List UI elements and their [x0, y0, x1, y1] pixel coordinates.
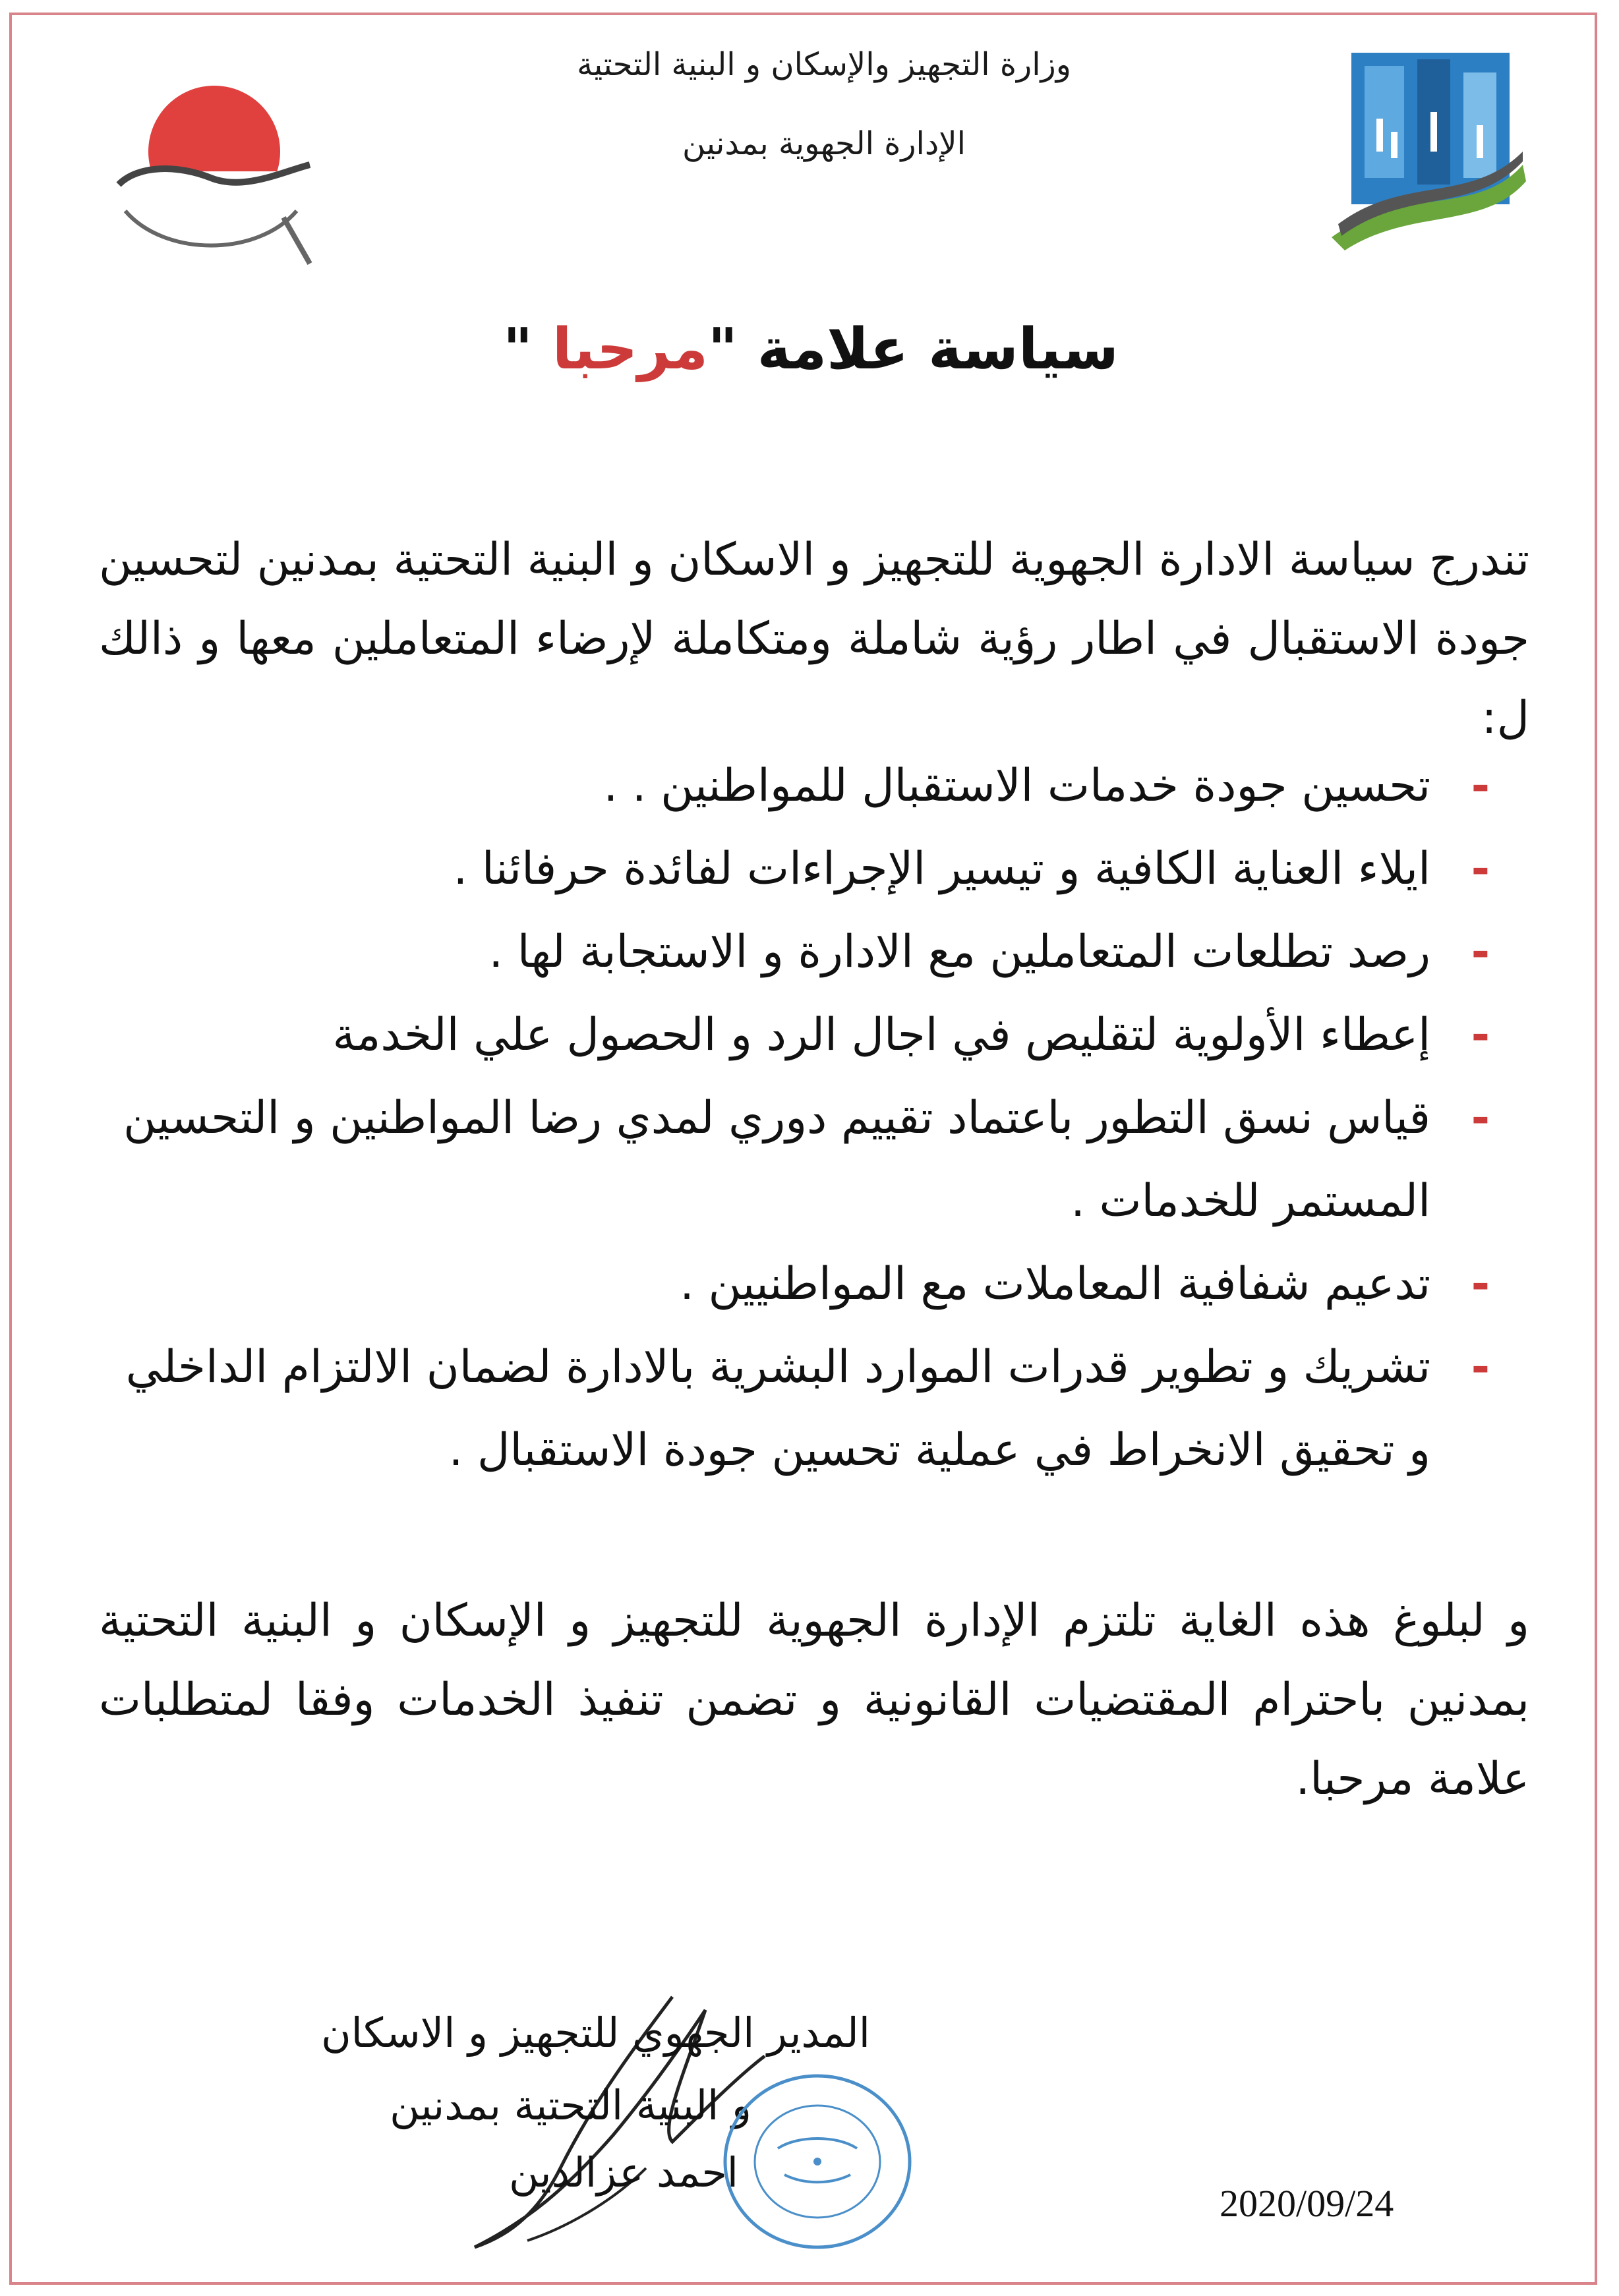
list-item-text: تشريك و تطوير قدرات الموارد البشرية بالادارة لضمان الالتزام الداخلي و تحقيق الانخراط في عملية تحسين جودة الاستقبال . [125, 1341, 1430, 1476]
bullet-dash: - [1471, 1009, 1490, 1061]
ministry-name: وزارة التجهيز والإسكان و البنية التحتية [577, 46, 1071, 83]
list-item-text: قياس نسق التطور باعتماد تقييم دوري لمدي رضا المواطنين و التحسين المستمر للخدمات . [123, 1092, 1430, 1227]
list-item-text: تحسين جودة خدمات الاستقبال للمواطنين . . [603, 760, 1430, 812]
list-item-text: ايلاء العناية الكافية و تيسير الإجراءات لفائدة حرفائنا . [453, 843, 1430, 895]
list-item [99, 911, 1490, 994]
list-item [99, 1243, 1490, 1326]
directorate-name: الإدارة الجهوية بمدنين [682, 125, 966, 162]
list-item [99, 1326, 1490, 1492]
list-item [99, 828, 1490, 911]
closing-paragraph: و لبلوغ هذه الغاية تلتزم الإدارة الجهوية للتجهيز و الإسكان و البنية التحتية بمدنين باحترام المقتضيات القانونية و تضمن تنفيذ الخدمات وفقا لمتطلبات علامة مرحبا. [99, 1595, 1529, 1805]
title-prefix: سياسة علامة " [708, 316, 1119, 382]
bullet-dash: - [1471, 1341, 1490, 1393]
signatory-title-line2: و البنية التحتية بمدنين [390, 2081, 751, 2129]
list-item-text: تدعيم شفافية المعاملات مع المواطنيين . [680, 1258, 1430, 1310]
ministry-logo [1325, 40, 1536, 264]
merhba-logo [99, 86, 323, 283]
list-item [99, 1077, 1490, 1243]
document-title [330, 316, 1292, 382]
official-stamp [712, 2063, 923, 2260]
list-item-text: إعطاء الأولوية لتقليص في اجال الرد و الحصول علي الخدمة [332, 1009, 1430, 1061]
policy-list [99, 745, 1490, 1492]
title-suffix: " [503, 316, 552, 382]
signatory-title-line1: المدير الجهوي للتجهيز و الاسكان [321, 2009, 870, 2057]
intro-paragraph: تندرج سياسة الادارة الجهوية للتجهيز و الاسكان و البنية التحتية بمدنين لتحسين جودة الاستقبال في اطار رؤية شاملة ومتكاملة لإرضاء المتعاملين معها و ذالك ل: [99, 534, 1529, 744]
bullet-dash: - [1471, 926, 1490, 978]
document-date: 2020/09/24 [1220, 2182, 1394, 2225]
bullet-dash: - [1471, 1258, 1490, 1310]
list-item-text: رصد تطلعات المتعاملين مع الادارة و الاستجابة لها . [488, 926, 1430, 978]
title-accent: مرحبا [552, 316, 709, 382]
bullet-dash: - [1471, 1092, 1490, 1144]
list-item [99, 745, 1490, 828]
list-item [99, 994, 1490, 1077]
signatory-name: احمد عزالدين [509, 2148, 738, 2196]
bullet-dash: - [1471, 843, 1490, 895]
bullet-dash: - [1471, 760, 1490, 812]
